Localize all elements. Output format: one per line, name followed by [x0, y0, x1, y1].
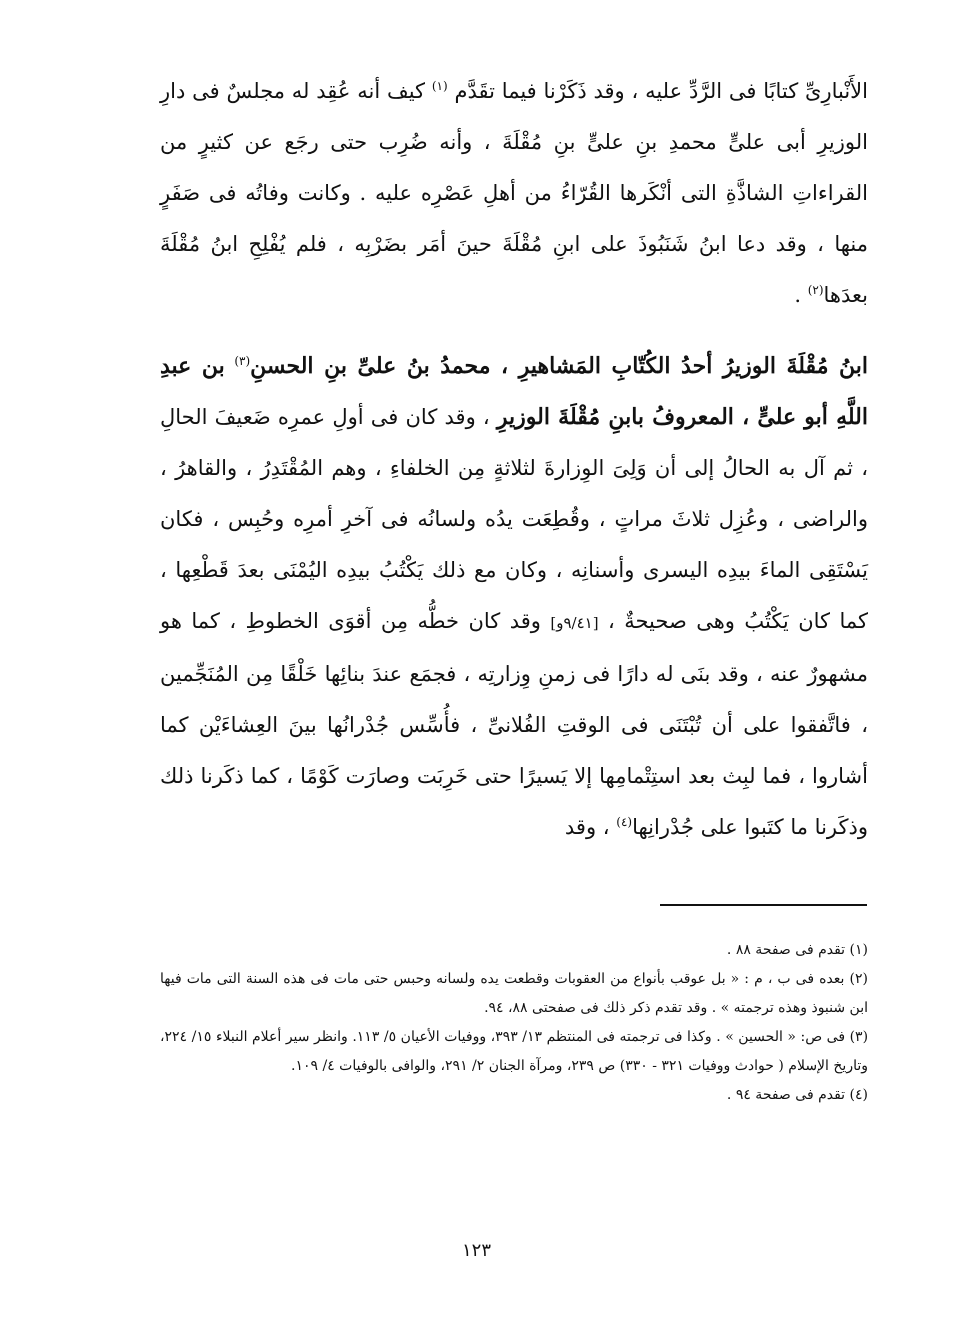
- main-text: [160, 66, 868, 853]
- footnote-2: (٢) بعده فى ب ، م : « بل عوقب بأنواع من العقوبات وقطعت يده ولسانه وحبس حتى مات فى هذه السنة التى مات فيها ابن شنبوذ وهذه ترجمته » . وقد تقدم ذكر ذلك فى صفحتى ٨٨، ٩٤.: [160, 971, 868, 1016]
- footnote-ref-4[interactable]: (٤): [616, 815, 633, 829]
- text-run: ، وقد: [564, 815, 610, 839]
- footnote-ref-3[interactable]: (٣): [234, 354, 251, 368]
- text-run: .: [794, 283, 801, 307]
- entry-heading-continued: بن عبدِ اللَّهِ أبو علىٍّ ، المعروفُ بابنِ مُقْلَةَ الوزيرِ: [160, 353, 868, 430]
- manuscript-folio-mark: [٩/٤١و]: [550, 614, 599, 632]
- entry-heading: ابنُ مُقْلَةَ الوزيرُ أحدُ الكُتّابِ المَشاهيرِ ، محمدُ بنُ علىِّ بنِ الحسنِ: [250, 353, 869, 379]
- page-number: ١٢٣: [461, 1240, 491, 1261]
- text-run: الأَنْبارِىِّ كتابًا فى الرَّدِّ عليه ، وقد ذَكَرْنا فيما تقَدَّم: [454, 79, 868, 103]
- footnotes: [160, 936, 868, 1110]
- text-run: ، وقد كان فى أولِ عمرِه ضَعيفَ الحالِ ، ثم آل به الحالُ إلى أن وَلِىَ الوِزارةَ لثلاثةٍ مِن الخلفاءِ ، وهم المُقْتَدِرُ ، والقاهرُ ، والراضى ، وعُزِل ثلاثَ مراتٍ ، وقُطِعَت يدُه ولسانُه فى آخرِ أمرِه وحُبِس ، فكان يَسْتَقِى الماءَ بيدِه اليسرى وأسنانِه ، وكان مع ذلك يَكْتُبُ بيدِه اليُمْنَى بعدَ قَطْعِها ، كما كان يَكْتُبُ وهى صحيحةٌ ،: [160, 405, 868, 633]
- footnote-ref-2[interactable]: (٢): [807, 283, 824, 297]
- text-run: وقد كان خطُّه مِن أقوَى الخطوطِ ، كما هو مشهورٌ عنه ، وقد بنَى له دارًا فى زمنِ وِزارتِه ، فجمَع عندَ بنائِها خَلْقًا مِن المُنَجِّمين ، فاتَّفقوا على أن تُبْتَنَى فى الوقتِ الفُلانىِّ ، فأُسِّس جُدْرانُها بينَ العِشاءَيْن كما أشاروا ، فما لبِث بعد استِتْمامِها إلا يَسيرًا حتى خَرِبَت وصارَت كَوْمًا ، كما ذكَرنا ذلك وذكَرنا ما كتَبوا على جُدْرانِها: [160, 609, 868, 839]
- text-run: كيف أنه عُقِد له مجلسٌ فى دارِ الوزيرِ أبى علىٍّ محمدِ بنِ علىٍّ بنِ مُقْلَةَ ، وأنه ضُرِب حتى رجَع عن كثيرٍ من القراءاتِ الشاذَّةِ التى أنْكَرها القُرّاءُ من أهلِ عَصْرِه عليه . وكانت وفاتُه فى صَفَرٍ منها ، وقد دعا ابنُ شَنَبُوذَ على ابنِ مُقْلَةَ حينَ أمَر بضَرْبِه ، فلم يُفْلِحِ ابنُ مُقْلَةَ بعدَها: [160, 79, 868, 307]
- paragraph-ibn-muqla: [160, 341, 868, 853]
- footnote-1: (١) تقدم فى صفحة ٨٨ .: [726, 942, 868, 958]
- footnote-ref-1[interactable]: (١): [431, 79, 448, 93]
- paragraph-ibn-shanabudh-end: [160, 66, 868, 321]
- footnote-3: (٣) فى ص: « الحسين » . وكذا فى ترجمته فى المنتظم ١٣/ ٣٩٣، ووفيات الأعيان ٥/ ١١٣. وانظر سير أعلام النبلاء ١٥/ ٢٢٤، وتاريخ الإسلام ( حوادث ووفيات ٣٢١ - ٣٣٠) ص ٢٣٩، ومرآة الجنان ٢/ ٢٩١، والوافى بالوفيات ٤/ ١٠٩.: [160, 1029, 869, 1074]
- footnote-divider: [660, 904, 867, 906]
- footnote-4: (٤) تقدم فى صفحة ٩٤ .: [726, 1087, 868, 1103]
